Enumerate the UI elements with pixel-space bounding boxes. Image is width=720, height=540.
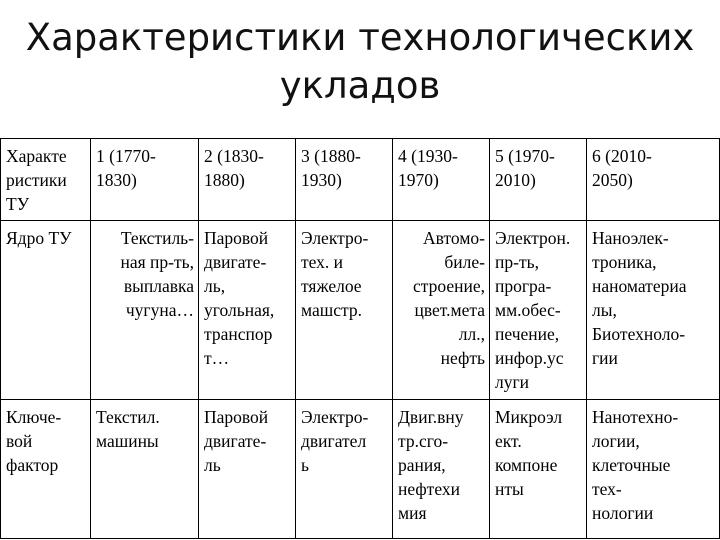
table-row-header <box>1 139 720 221</box>
table-cell: Нанотехно- логии, клеточные тех- нологии <box>587 400 720 539</box>
table-cell: Микроэл ект. компоне нты <box>490 400 587 539</box>
table-cell: 4 (1930- 1970) <box>393 139 490 221</box>
table-cell: Электро- двигател ь <box>296 400 393 539</box>
table-cell: 6 (2010- 2050) <box>587 139 720 221</box>
table-cell: 5 (1970- 2010) <box>490 139 587 221</box>
table-cell: 2 (1830- 1880) <box>199 139 296 221</box>
page-title: Характеристики технологических укладов <box>25 16 695 107</box>
table-cell: Текстиль- ная пр-ть, выплавка чугуна… <box>91 221 199 400</box>
table-cell: Ключе- вой фактор <box>1 400 91 539</box>
table-cell: Паровой двигате- ль, угольная, транспор т… <box>199 221 296 400</box>
table-cell: Ядро ТУ <box>1 221 91 400</box>
characteristics-table <box>0 138 720 539</box>
table-body <box>1 139 720 539</box>
table-cell: 1 (1770- 1830) <box>91 139 199 221</box>
table-cell: Паровой двигате- ль <box>199 400 296 539</box>
table-cell: Двиг.вну тр.сго- рания, нефтехи мия <box>393 400 490 539</box>
table-row-core <box>1 221 720 400</box>
table-row-key-factor <box>1 400 720 539</box>
table-cell: 3 (1880- 1930) <box>296 139 393 221</box>
table-cell: Текстил. машины <box>91 400 199 539</box>
table-cell: Электрон. пр-ть, програ- мм.обес- печение, инфор.ус луги <box>490 221 587 400</box>
table-cell: Электро- тех. и тяжелое машстр. <box>296 221 393 400</box>
table-cell: Автомо- биле- строение, цвет.мета лл., нефть <box>393 221 490 400</box>
table-cell: Наноэлек- троника, наноматериа лы, Биотехноло- гии <box>587 221 720 400</box>
table-cell: Характе ристики ТУ <box>1 139 91 221</box>
